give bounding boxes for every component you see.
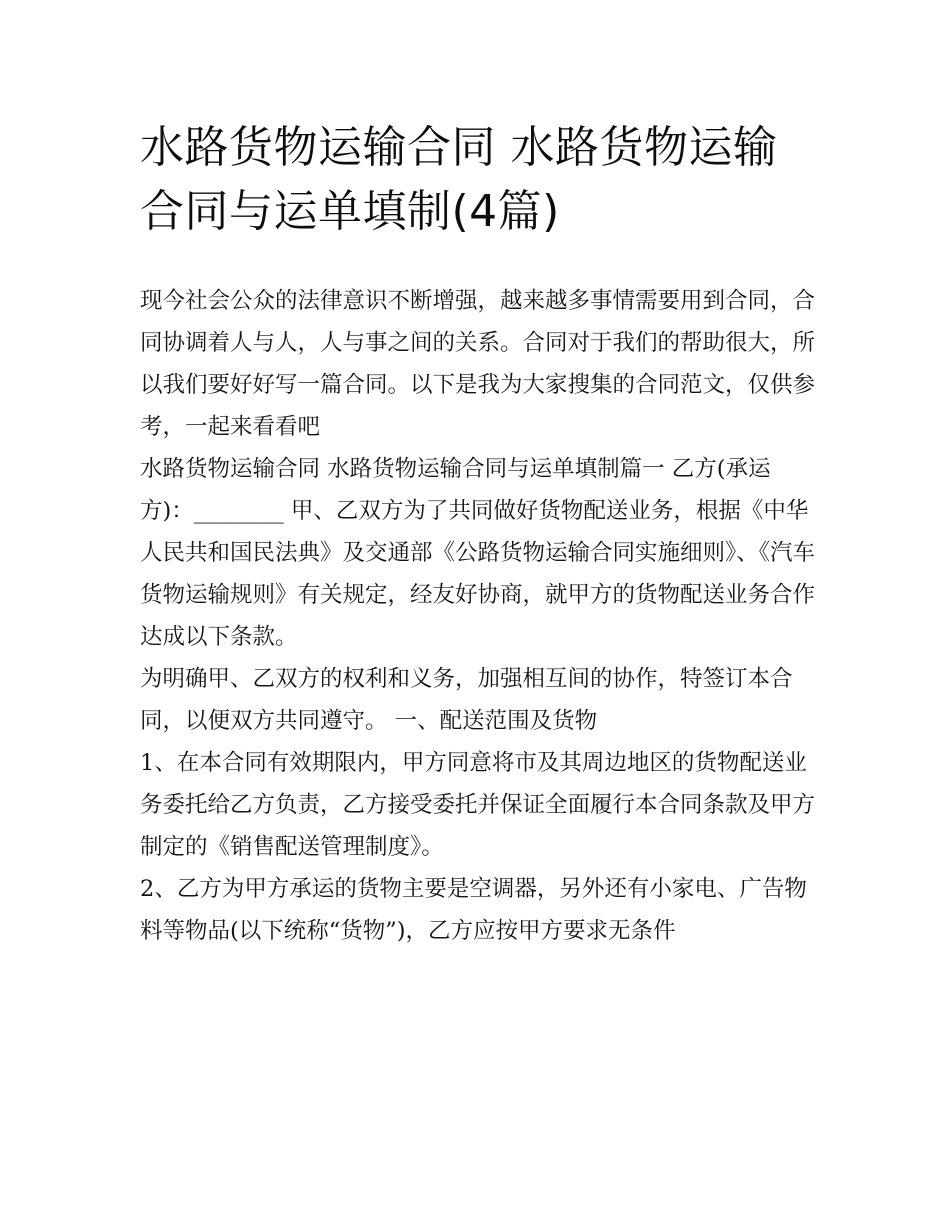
document-body (140, 280, 820, 952)
paragraph-intro: 现今社会公众的法律意识不断增强，越来越多事情需要用到合同，合同协调着人与人，人与事之间的关系。合同对于我们的帮助很大，所以我们要好好写一篇合同。以下是我为大家搜集的合同范文，仅供参考，一起来看看吧 (140, 288, 816, 440)
paragraph-clause-2: 2、乙方为甲方承运的货物主要是空调器，另外还有小家电、广告物料等物品(以下统称“货物”)，乙方应按甲方要求无条件 (140, 876, 807, 944)
document-title: 水路货物运输合同 水路货物运输合同与运单填制(4篇) (140, 122, 778, 237)
paragraph-contract-header: 水路货物运输合同 水路货物运输合同与运单填制篇一 乙方(承运方)：________ 甲、乙双方为了共同做好货物配送业务，根据《中华人民共和国民法典》及交通部《公路货物运输合同实施细则》、《汽车货物运输规则》有关规定，经友好协商，就甲方的货物配送业务合作达成以下条款。 (140, 456, 816, 650)
paragraph-purpose: 为明确甲、乙双方的权利和义务，加强相互间的协作，特签订本合同，以便双方共同遵守。 一、配送范围及货物 (140, 666, 793, 734)
paragraph-clause-1: 1、在本合同有效期限内，甲方同意将市及其周边地区的货物配送业务委托给乙方负责，乙方接受委托并保证全面履行本合同条款及甲方制定的《销售配送管理制度》。 (140, 750, 816, 860)
